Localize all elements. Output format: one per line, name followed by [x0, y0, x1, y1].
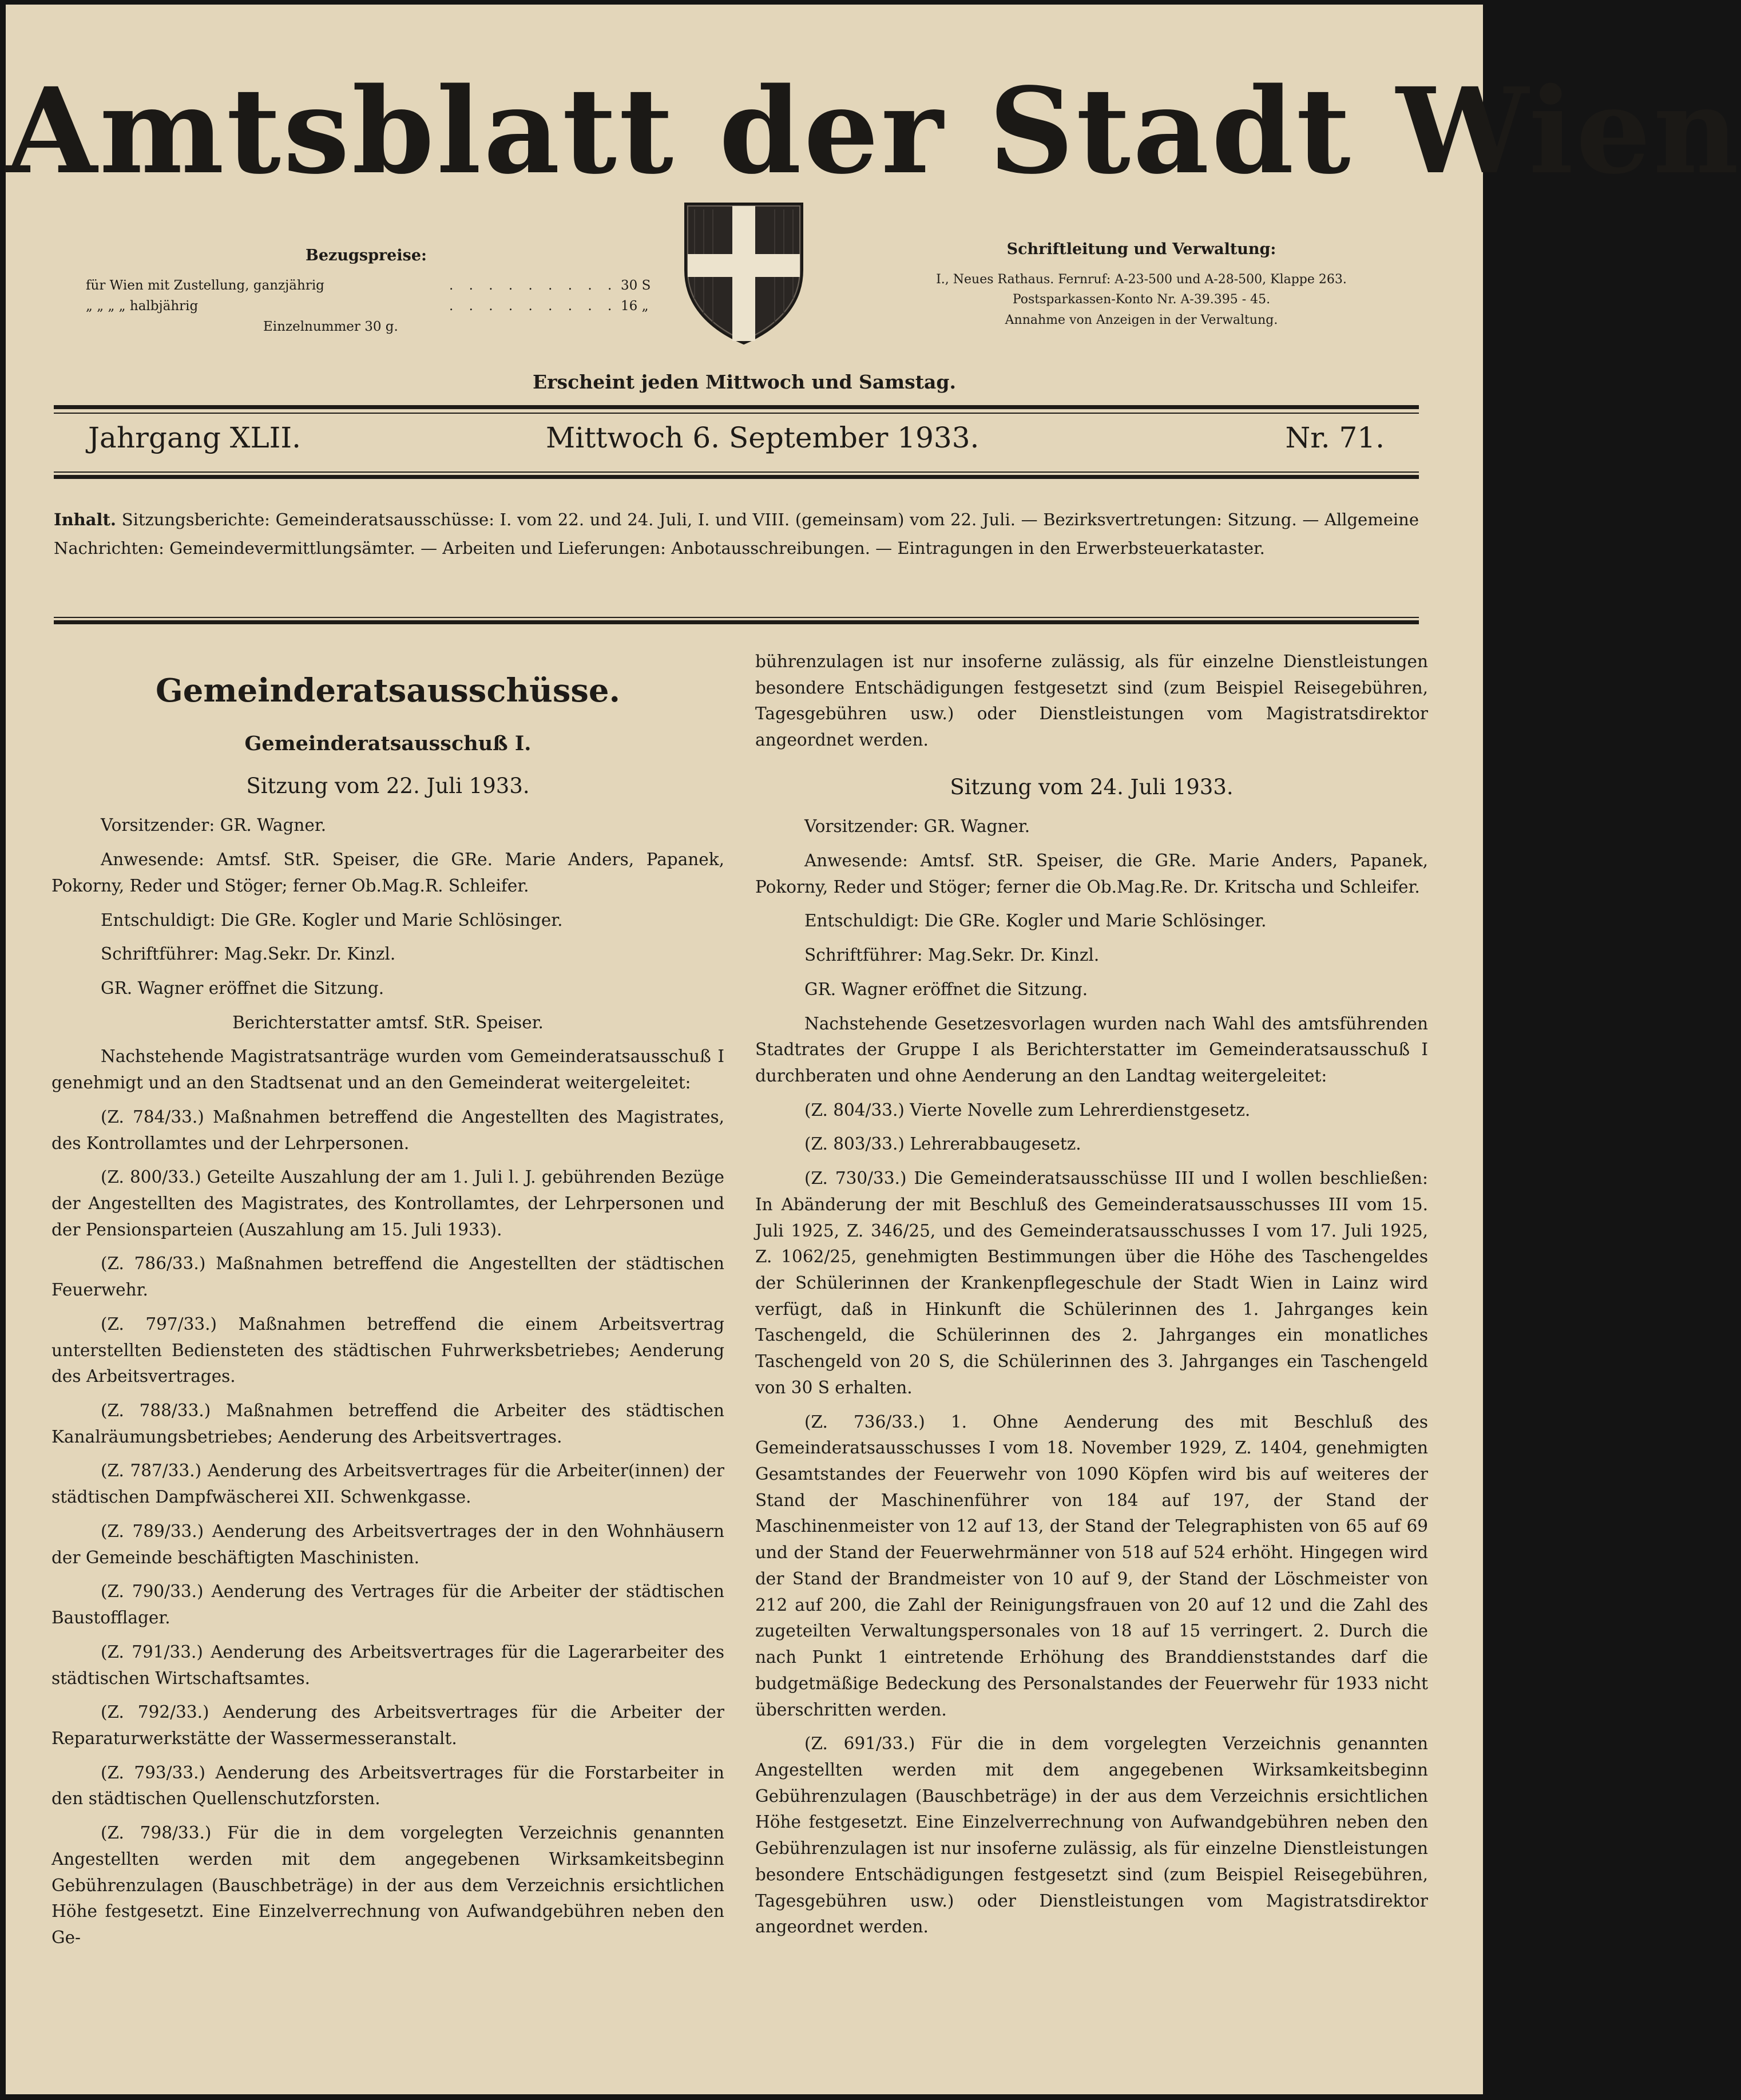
spacer: [755, 762, 1428, 771]
contents-rule-thick: [54, 620, 1419, 624]
editorial-office: [913, 237, 1370, 330]
contents-rule-thin: [54, 617, 1419, 618]
chairman-line: Vorsitzender: GR. Wagner.: [101, 815, 327, 835]
body-paragraph: (Z. 789/33.) Aenderung des Arbeitsvertrages der in den Wohnhäusern der Gemeinde beschäftigten Maschinisten.: [51, 1521, 724, 1567]
excused-line: Entschuldigt: Die GRe. Kogler und Marie Schlösinger.: [804, 911, 1267, 931]
body-paragraph: (Z. 790/33.) Aenderung des Vertrages für die Arbeiter der städtischen Baustofflager.: [51, 1582, 724, 1628]
top-rule-thin: [54, 413, 1419, 414]
contents-text: Sitzungsberichte: Gemeinderatsausschüsse: I. vom 22. und 24. Juli, I. und VIII. (gemeinsam) vom 22. Juli. — Bezirksvertretungen: Sitzung. — Allgemeine Nachrichten: Gemeindevermittlungsämter. — Arbeiten und Lieferungen: Anbotausschreibungen. — Eintragungen in den Erwerbsteuerkataster.: [54, 510, 1419, 558]
body-paragraph: Nachstehende Magistratsanträge wurden vom Gemeinderatsausschuß I genehmigt und an den Stadtsenat und an den Gemeinderat weitergeleitet:: [51, 1047, 724, 1093]
publication-schedule: Erscheint jeden Mittwoch und Samstag.: [533, 371, 956, 393]
body-paragraph: (Z. 788/33.) Maßnahmen betreffend die Arbeiter des städtischen Kanalräumungsbetriebes; Aenderung des Arbeitsvertrages.: [51, 1401, 724, 1447]
body-paragraph: (Z. 791/33.) Aenderung des Arbeitsvertrages für die Lagerarbeiter des städtischen Wirtschaftsamtes.: [51, 1642, 724, 1688]
session-heading: Sitzung vom 22. Juli 1933.: [246, 774, 530, 799]
dateline: [54, 421, 1419, 461]
attendees-line: Anwesende: Amtsf. StR. Speiser, die GRe. Marie Anders, Papanek, Pokorny, Reder und Stöger; ferner Ob.Mag.R. Schleifer.: [51, 850, 724, 896]
body-paragraph: (Z. 792/33.) Aenderung des Arbeitsvertrages für die Arbeiter der Reparaturwerkstätte der Wassermesseranstalt.: [51, 1702, 724, 1748]
price-label: für Wien mit Zustellung, ganzjährig: [86, 278, 324, 293]
body-paragraph: (Z. 691/33.) Für die in dem vorgelegten Verzeichnis genannten Angestellten werden mit dem angegebenen Wirksamkeitsbeginn Gebührenzulagen (Bauschbeträge) in der aus dem Verzeichnis ersichtlichen Höhe festgesetzt. Eine Einzelverrechnung von Aufwandgebühren neben den Gebührenzulagen ist nur insoferne zulässig, als für einzelne Dienstleistungen besondere Entschädigungen festgesetzt sind (zum Beispiel Reisegebühren, Tagesgebühren usw.) oder Dienstleistungen vom Magistratsdirektor angeordnet werden.: [755, 1734, 1428, 1937]
mid-rule-thin: [54, 471, 1419, 473]
admin-ads: Annahme von Anzeigen in der Verwaltung.: [1005, 312, 1278, 327]
top-rule-thick: [54, 405, 1419, 409]
admin-account: Postsparkassen-Konto Nr. A-39.395 - 45.: [1012, 292, 1271, 307]
body-paragraph: (Z. 804/33.) Vierte Novelle zum Lehrerdienstgesetz.: [804, 1100, 1251, 1120]
mid-rule-thick: [54, 475, 1419, 479]
body-paragraph: Nachstehende Gesetzesvorlagen wurden nach Wahl des amtsführenden Stadtrates der Gruppe I als Berichterstatter im Gemeinderatsausschuß I durchberaten und ohne Aenderung an den Landtag weitergeleitet:: [755, 1013, 1428, 1085]
session-heading: Sitzung vom 24. Juli 1933.: [950, 774, 1234, 799]
prices-heading: Bezugspreise:: [306, 247, 427, 264]
left-column: [51, 661, 724, 1959]
subscription-prices: [86, 244, 651, 338]
body-paragraph: (Z. 797/33.) Maßnahmen betreffend die einem Arbeitsvertrag unterstellten Bediensteten des städtischen Fuhrwerksbetriebes; Aenderung des Arbeitsvertrages.: [51, 1314, 724, 1386]
continued-paragraph: bührenzulagen ist nur insoferne zulässig, als für einzelne Dienstleistungen besondere Entschädigungen festgesetzt sind (zum Beispiel Reisegebühren, Tagesgebühren usw.) oder Dienstleistungen vom Magistratsdirektor angeordnet werden.: [755, 652, 1428, 750]
admin-heading: Schriftleitung und Verwaltung:: [1006, 240, 1276, 258]
excused-line: Entschuldigt: Die GRe. Kogler und Marie Schlösinger.: [101, 910, 563, 930]
vienna-coat-of-arms: [683, 201, 804, 346]
price-value: 30 S: [621, 278, 651, 293]
price-label: „ „ „ „ halbjährig: [86, 298, 199, 314]
newspaper-page: [6, 5, 1741, 2094]
body-paragraph: (Z. 800/33.) Geteilte Auszahlung der am 1. Juli l. J. gebührenden Bezüge der Angestellten des Magistrates, des Kontrollamtes, der Lehrpersonen und der Pensionsparteien (Auszahlung am 15. Juli 1933).: [51, 1167, 724, 1239]
section-title: Gemeinderatsausschüsse.: [155, 672, 621, 710]
admin-address: I., Neues Rathaus. Fernruf: A-23-500 und A-28-500, Klappe 263.: [936, 272, 1347, 287]
price-value: 16 „: [621, 298, 649, 314]
body-paragraph: (Z. 784/33.) Maßnahmen betreffend die Angestellten des Magistrates, des Kontrollamtes und der Lehrpersonen.: [51, 1107, 724, 1153]
leader-dots: . . . . . . . . .: [449, 298, 618, 314]
secretary-line: Schriftführer: Mag.Sekr. Dr. Kinzl.: [804, 945, 1100, 965]
body-paragraph: (Z. 793/33.) Aenderung des Arbeitsvertrages für die Forstarbeiter in den städtischen Quellenschutzforsten.: [51, 1762, 724, 1809]
price-row-single: [86, 317, 578, 338]
issue-number: Nr. 71.: [1285, 421, 1385, 454]
opening-line: GR. Wagner eröffnet die Sitzung.: [101, 978, 384, 998]
price-row: [86, 276, 651, 296]
volume-number: Jahrgang XLII.: [88, 421, 302, 454]
masthead-title: Amtsblatt der Stadt Wien: [6, 62, 1741, 200]
body-paragraph: (Z. 798/33.) Für die in dem vorgelegten Verzeichnis genannten Angestellten werden mit dem angegebenen Wirksamkeitsbeginn Gebührenzulagen (Bauschbeträge) in der aus dem Verzeichnis ersichtlichen Höhe festgesetzt. Eine Einzelverrechnung von Aufwandgebühren neben den Ge-: [51, 1823, 724, 1947]
contents-lead: Inhalt.: [54, 510, 117, 529]
price-row: [86, 296, 649, 317]
body-paragraph: (Z. 786/33.) Maßnahmen betreffend die Angestellten der städtischen Feuerwehr.: [51, 1254, 724, 1300]
body-paragraph: (Z. 736/33.) 1. Ohne Aenderung des mit Beschluß des Gemeinderatsausschusses I vom 18. November 1929, Z. 1404, genehmigten Gesamtstandes der Feuerwehr von 1090 Köpfen wird bis auf weiteres der Stand der Maschinenführer von 184 auf 197, der Stand der Maschinenmeister von 12 auf 13, der Stand der Telegraphisten von 65 auf 69 und der Stand der Feuerwehrmänner von 518 auf 524 erhöht. Hingegen wird der Stand der Brandmeister von 10 auf 9, der Stand der Löschmeister von 212 auf 200, die Zahl der Reinigungsfrauen von 20 auf 12 und die Zahl des zugeteilten Verwaltungspersonales von 18 auf 15 verringert. 2. Durch die nach Punkt 1 eintretende Erhöhung des Branddienststandes darf die budgetmäßige Bedeckung des Personalstandes der Feuerwehr für 1933 nicht überschritten werden.: [755, 1412, 1428, 1719]
attendees-line: Anwesende: Amtsf. StR. Speiser, die GRe. Marie Anders, Papanek, Pokorny, Reder und Stöger; ferner die Ob.Mag.Re. Dr. Kritscha und Schleifer.: [755, 850, 1428, 897]
right-column: [755, 649, 1428, 1948]
opening-line: GR. Wagner eröffnet die Sitzung.: [804, 979, 1088, 999]
issue-date: Mittwoch 6. September 1933.: [546, 421, 979, 454]
body-paragraph: (Z. 803/33.) Lehrerabbaugesetz.: [804, 1134, 1081, 1154]
leader-dots: . . . . . . . . .: [449, 278, 618, 293]
single-copy-price: Einzelnummer 30 g.: [263, 319, 398, 334]
rapporteur-line: Berichterstatter amtsf. StR. Speiser.: [232, 1012, 544, 1032]
secretary-line: Schriftführer: Mag.Sekr. Dr. Kinzl.: [101, 944, 396, 964]
table-of-contents: [54, 506, 1419, 563]
body-paragraph: (Z. 730/33.) Die Gemeinderatsausschüsse III und I wollen beschließen: In Abänderung der mit Beschluß des Gemeinderatsausschusses III vom 15. Juli 1925, Z. 346/25, und des Gemeinderatsausschusses I vom 17. Juli 1925, Z. 1062/25, genehmigten Bestimmungen über die Höhe des Taschengeldes der Schülerinnen der Krankenpflegeschule der Stadt Wien in Lainz wird verfügt, daß in Hinkunft die Schülerinnen des 1. Jahrganges kein Taschengeld, die Schülerinnen des 2. Jahrganges ein monatliches Taschengeld von 20 S, die Schülerinnen des 3. Jahrganges ein Taschengeld von 30 S erhalten.: [755, 1168, 1428, 1397]
committee-title: Gemeinderatsausschuß I.: [244, 731, 532, 755]
body-paragraph: (Z. 787/33.) Aenderung des Arbeitsvertrages für die Arbeiter(innen) der städtischen Dampfwäscherei XII. Schwenkgasse.: [51, 1461, 724, 1507]
chairman-line: Vorsitzender: GR. Wagner.: [804, 817, 1030, 837]
